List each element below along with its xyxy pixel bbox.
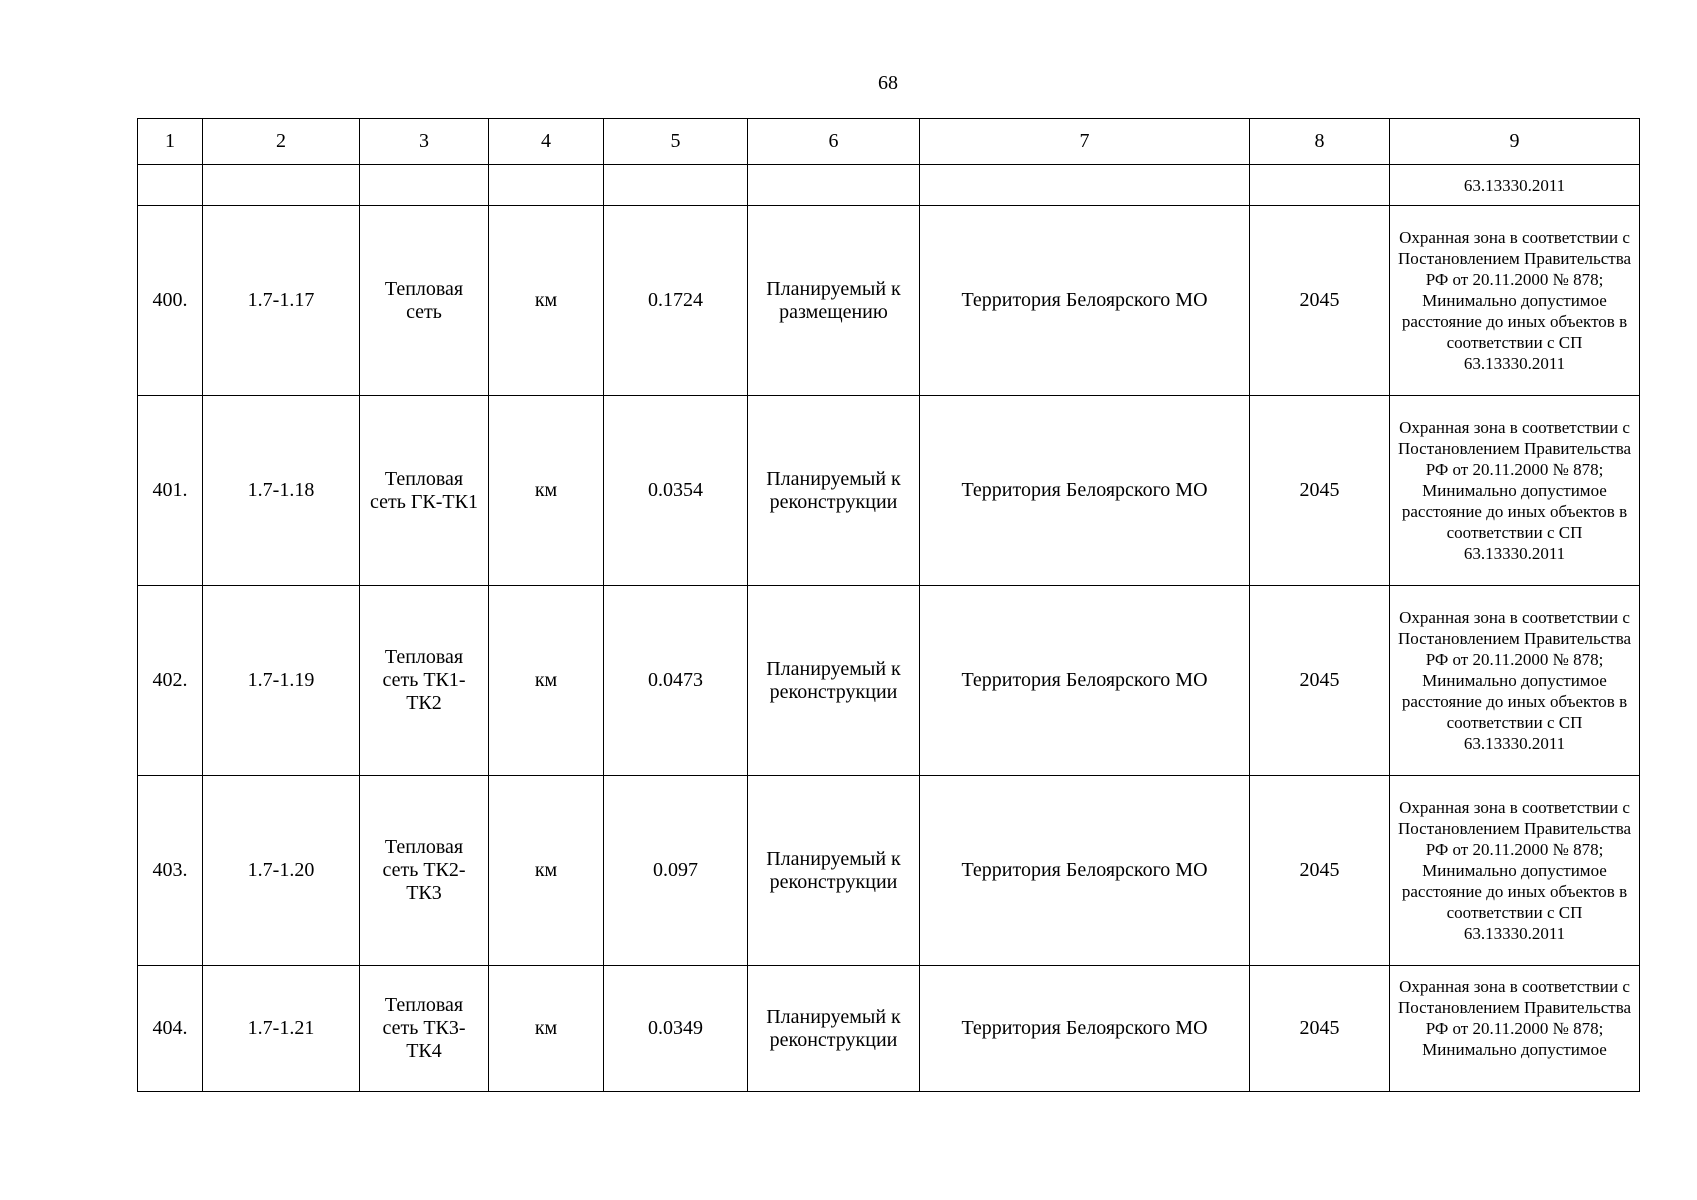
object-code: 1.7-1.21: [203, 966, 360, 1092]
year: 2045: [1250, 776, 1390, 966]
year: 2045: [1250, 396, 1390, 586]
object-name: Тепловая сеть ТК1-ТК2: [360, 586, 489, 776]
note-cell: 63.13330.2011: [1390, 165, 1640, 206]
unit: км: [489, 776, 604, 966]
value: 0.097: [604, 776, 748, 966]
header-row: [138, 119, 1640, 165]
column-header: 7: [920, 119, 1250, 165]
year: 2045: [1250, 966, 1390, 1092]
territory: Территория Белоярского МО: [920, 396, 1250, 586]
object-code: 1.7-1.20: [203, 776, 360, 966]
object-name: Тепловая сеть ТК2-ТК3: [360, 776, 489, 966]
status: Планируемый к реконструкции: [748, 586, 920, 776]
unit: км: [489, 396, 604, 586]
table-cell: [138, 165, 203, 206]
table-cell: [604, 165, 748, 206]
value: 0.1724: [604, 206, 748, 396]
territory: Территория Белоярского МО: [920, 776, 1250, 966]
territory: Территория Белоярского МО: [920, 966, 1250, 1092]
status: Планируемый к реконструкции: [748, 396, 920, 586]
table-row: [138, 966, 1640, 1092]
continuation-row: [138, 165, 1640, 206]
table-cell: [203, 165, 360, 206]
value: 0.0349: [604, 966, 748, 1092]
column-header: 4: [489, 119, 604, 165]
column-header: 5: [604, 119, 748, 165]
object-code: 1.7-1.19: [203, 586, 360, 776]
note-cell: Охранная зона в соответствии с Постановлением Правительства РФ от 20.11.2000 № 878; Минимально допустимое расстояние до иных объектов в соответствии с СП 63.13330.2011: [1390, 206, 1640, 396]
object-name: Тепловая сеть ГК-ТК1: [360, 396, 489, 586]
row-number: 404.: [138, 966, 203, 1092]
year: 2045: [1250, 586, 1390, 776]
table-row: [138, 206, 1640, 396]
data-table: [137, 118, 1640, 1092]
unit: км: [489, 206, 604, 396]
row-number: 402.: [138, 586, 203, 776]
note-cell: Охранная зона в соответствии с Постановлением Правительства РФ от 20.11.2000 № 878; Минимально допустимое расстояние до иных объектов в соответствии с СП 63.13330.2011: [1390, 586, 1640, 776]
value: 0.0473: [604, 586, 748, 776]
row-number: 403.: [138, 776, 203, 966]
object-code: 1.7-1.17: [203, 206, 360, 396]
column-header: 2: [203, 119, 360, 165]
table-cell: [489, 165, 604, 206]
note-cell: Охранная зона в соответствии с Постановлением Правительства РФ от 20.11.2000 № 878; Минимально допустимое расстояние до иных объектов в соответствии с СП 63.13330.2011: [1390, 776, 1640, 966]
object-name: Тепловая сеть ТК3-ТК4: [360, 966, 489, 1092]
table-cell: [1250, 165, 1390, 206]
page-number: 68: [878, 72, 898, 94]
note-cell: Охранная зона в соответствии с Постановлением Правительства РФ от 20.11.2000 № 878; Минимально допустимое: [1390, 966, 1640, 1092]
object-name: Тепловая сеть: [360, 206, 489, 396]
status: Планируемый к реконструкции: [748, 966, 920, 1092]
value: 0.0354: [604, 396, 748, 586]
table-row: [138, 776, 1640, 966]
table-cell: [360, 165, 489, 206]
unit: км: [489, 586, 604, 776]
territory: Территория Белоярского МО: [920, 586, 1250, 776]
column-header: 3: [360, 119, 489, 165]
column-header: 1: [138, 119, 203, 165]
table-row: [138, 586, 1640, 776]
status: Планируемый к размещению: [748, 206, 920, 396]
column-header: 8: [1250, 119, 1390, 165]
table-row: [138, 396, 1640, 586]
row-number: 401.: [138, 396, 203, 586]
column-header: 6: [748, 119, 920, 165]
status: Планируемый к реконструкции: [748, 776, 920, 966]
note-cell: Охранная зона в соответствии с Постановлением Правительства РФ от 20.11.2000 № 878; Минимально допустимое расстояние до иных объектов в соответствии с СП 63.13330.2011: [1390, 396, 1640, 586]
territory: Территория Белоярского МО: [920, 206, 1250, 396]
table-cell: [920, 165, 1250, 206]
column-header: 9: [1390, 119, 1640, 165]
year: 2045: [1250, 206, 1390, 396]
object-code: 1.7-1.18: [203, 396, 360, 586]
unit: км: [489, 966, 604, 1092]
row-number: 400.: [138, 206, 203, 396]
table-cell: [748, 165, 920, 206]
